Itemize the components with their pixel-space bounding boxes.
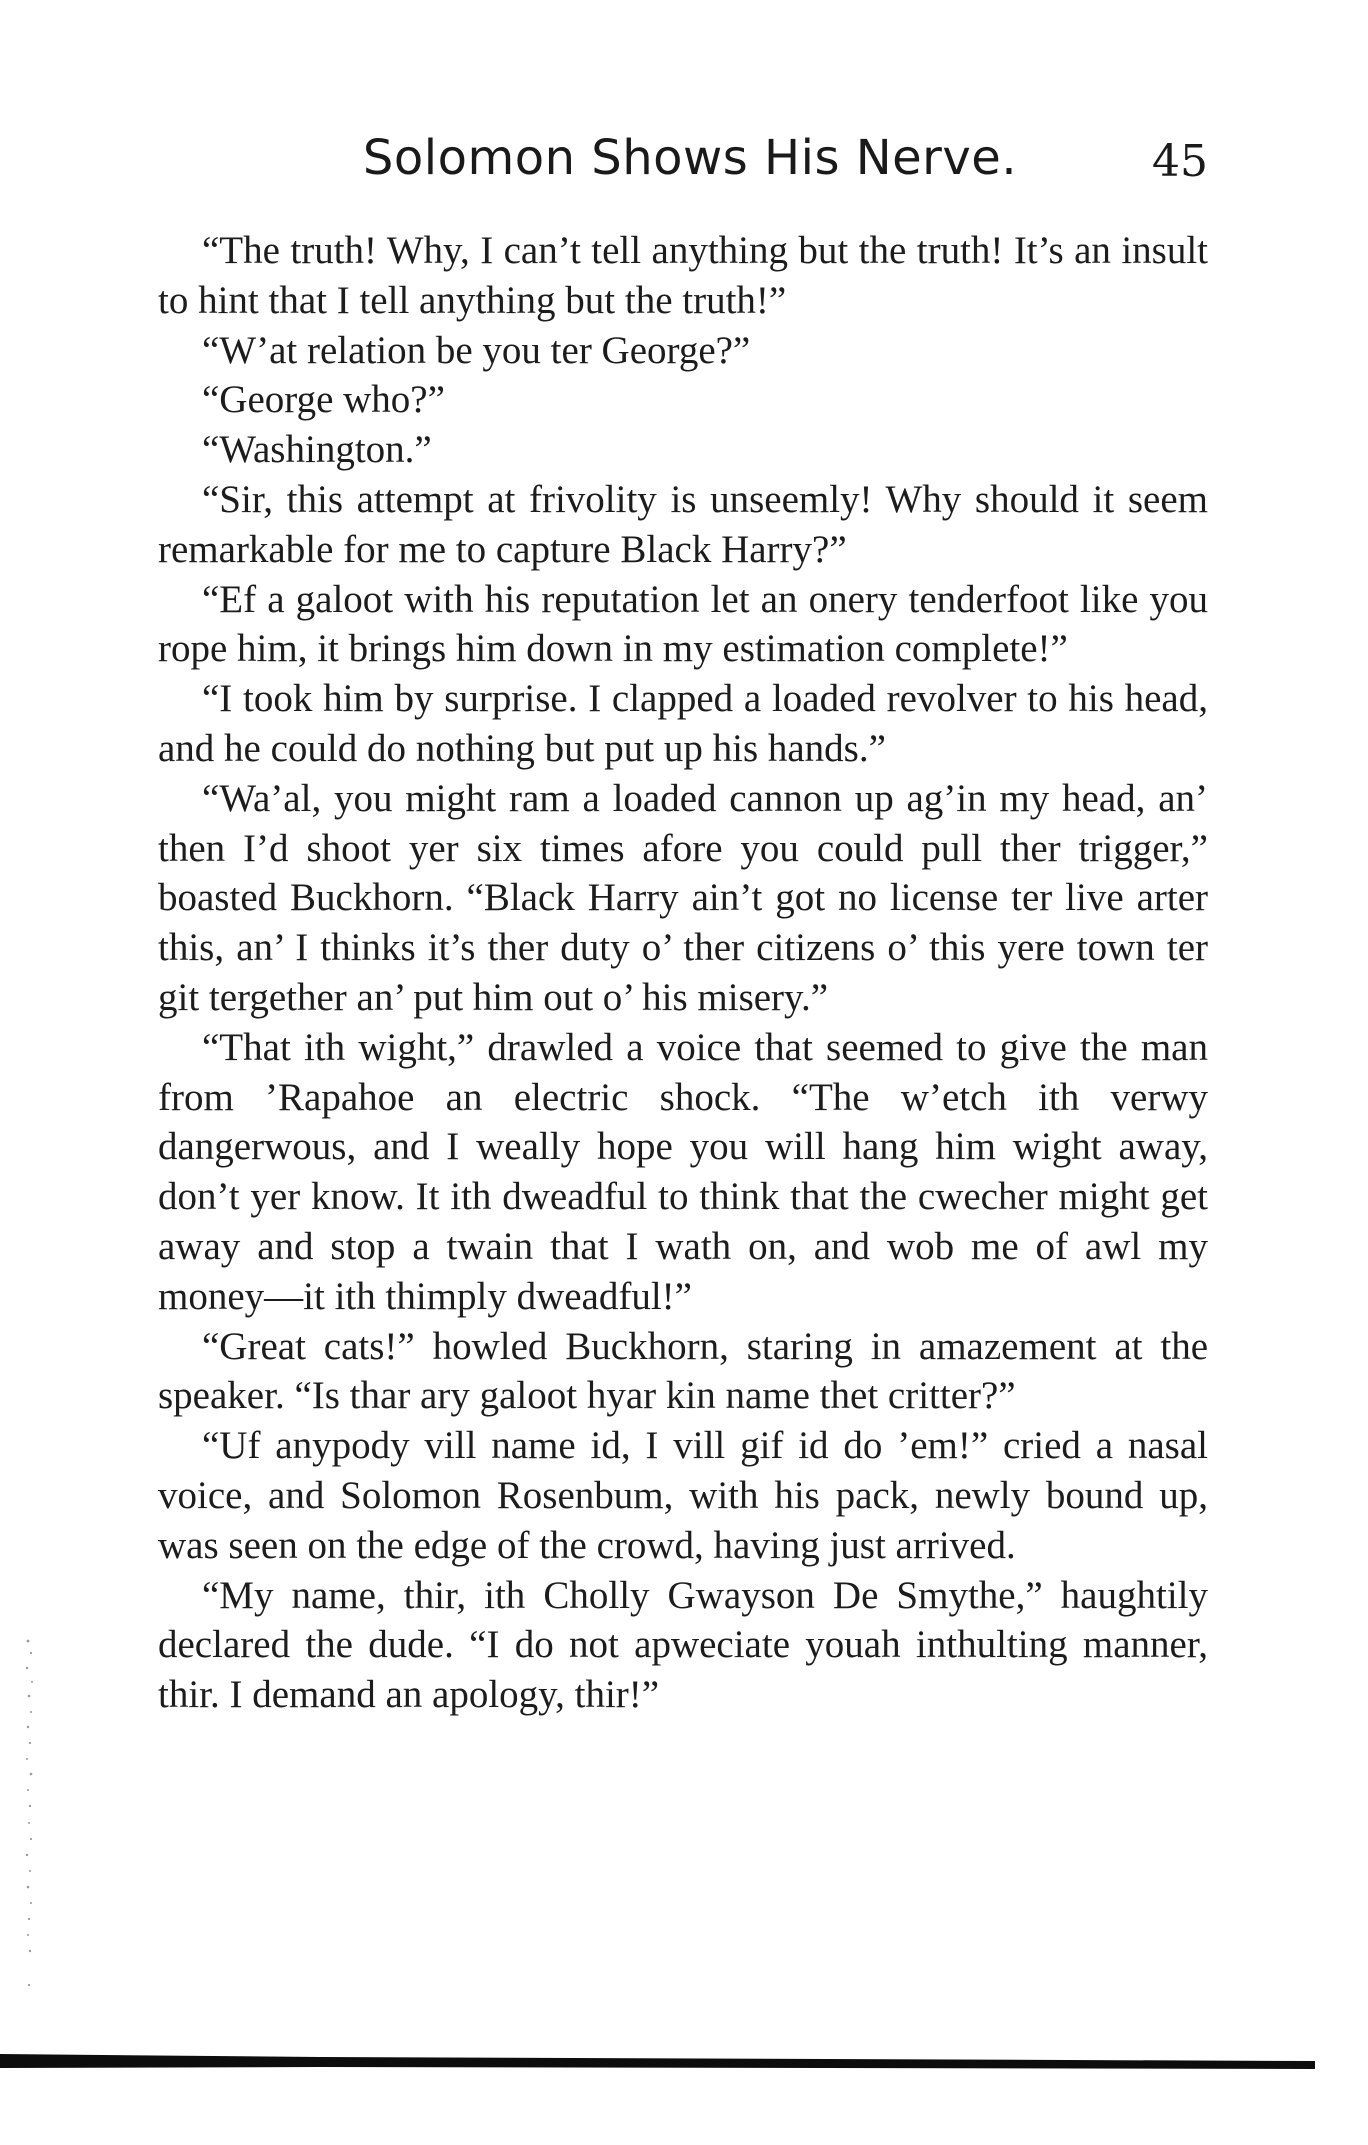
paragraph: “That ith wight,” drawled a voice that seemed to give the man from ’Rapahoe an electric shock. “The w’etch ith verwy dangerwous, and I weally hope you will hang him wight away, don’t yer know. It ith dweadful to think that the cwecher might get away and stop a twain that I wath on, and wob me of awl my money—it ith thimply dweadful!”: [158, 1025, 1208, 1318]
paragraph: “The truth! Why, I can’t tell anything but the truth! It’s an insult to hint that I tell anything but the truth!”: [158, 229, 1208, 322]
footer-rule: [0, 2052, 1315, 2070]
paragraph: “W’at relation be you ter George?”: [202, 328, 751, 372]
page-number: 45: [1152, 136, 1208, 187]
page-title: Solomon Shows His Nerve.: [362, 130, 1018, 186]
running-head: [160, 130, 1220, 200]
paragraph: “I took him by surprise. I clapped a loaded revolver to his head, and he could do nothing but put up his hands.”: [158, 677, 1208, 770]
paragraph: “Great cats!” howled Buckhorn, staring in amazement at the speaker. “Is thar ary galoot hyar kin name thet critter?”: [158, 1324, 1208, 1418]
paragraph: “My name, thir, ith Cholly Gwayson De Smythe,” haughtily declared the dude. “I do not apweciate youah inthulting manner, thir. I demand an apology, thir!”: [158, 1573, 1208, 1717]
paragraph: “Uf anypody vill name id, I vill gif id do ’em!” cried a nasal voice, and Solomon Rosenbum, with his pack, newly bound up, was seen on the edge of the crowd, having just arrived.: [158, 1424, 1208, 1567]
paragraph: “George who?”: [202, 378, 445, 422]
binding-speckle-decoration: [25, 1635, 35, 1995]
paragraph: “Sir, this attempt at frivolity is unseemly! Why should it seem remarkable for me to capture Black Harry?”: [158, 477, 1208, 571]
paragraph: “Washington.”: [202, 428, 432, 472]
paragraph: “Ef a galoot with his reputation let an onery tenderfoot like you rope him, it brings him down in my estimation complete!”: [158, 577, 1208, 671]
body-text: [158, 226, 1208, 1720]
paragraph: “Wa’al, you might ram a loaded cannon up ag’in my head, an’ then I’d shoot yer six times afore you could pull ther trigger,” boasted Buckhorn. “Black Harry ain’t got no license ter live arter this, an’ I thinks it’s ther duty o’ ther citizens o’ this yere town ter git tergether an’ put him out o’ his misery.”: [158, 776, 1208, 1019]
